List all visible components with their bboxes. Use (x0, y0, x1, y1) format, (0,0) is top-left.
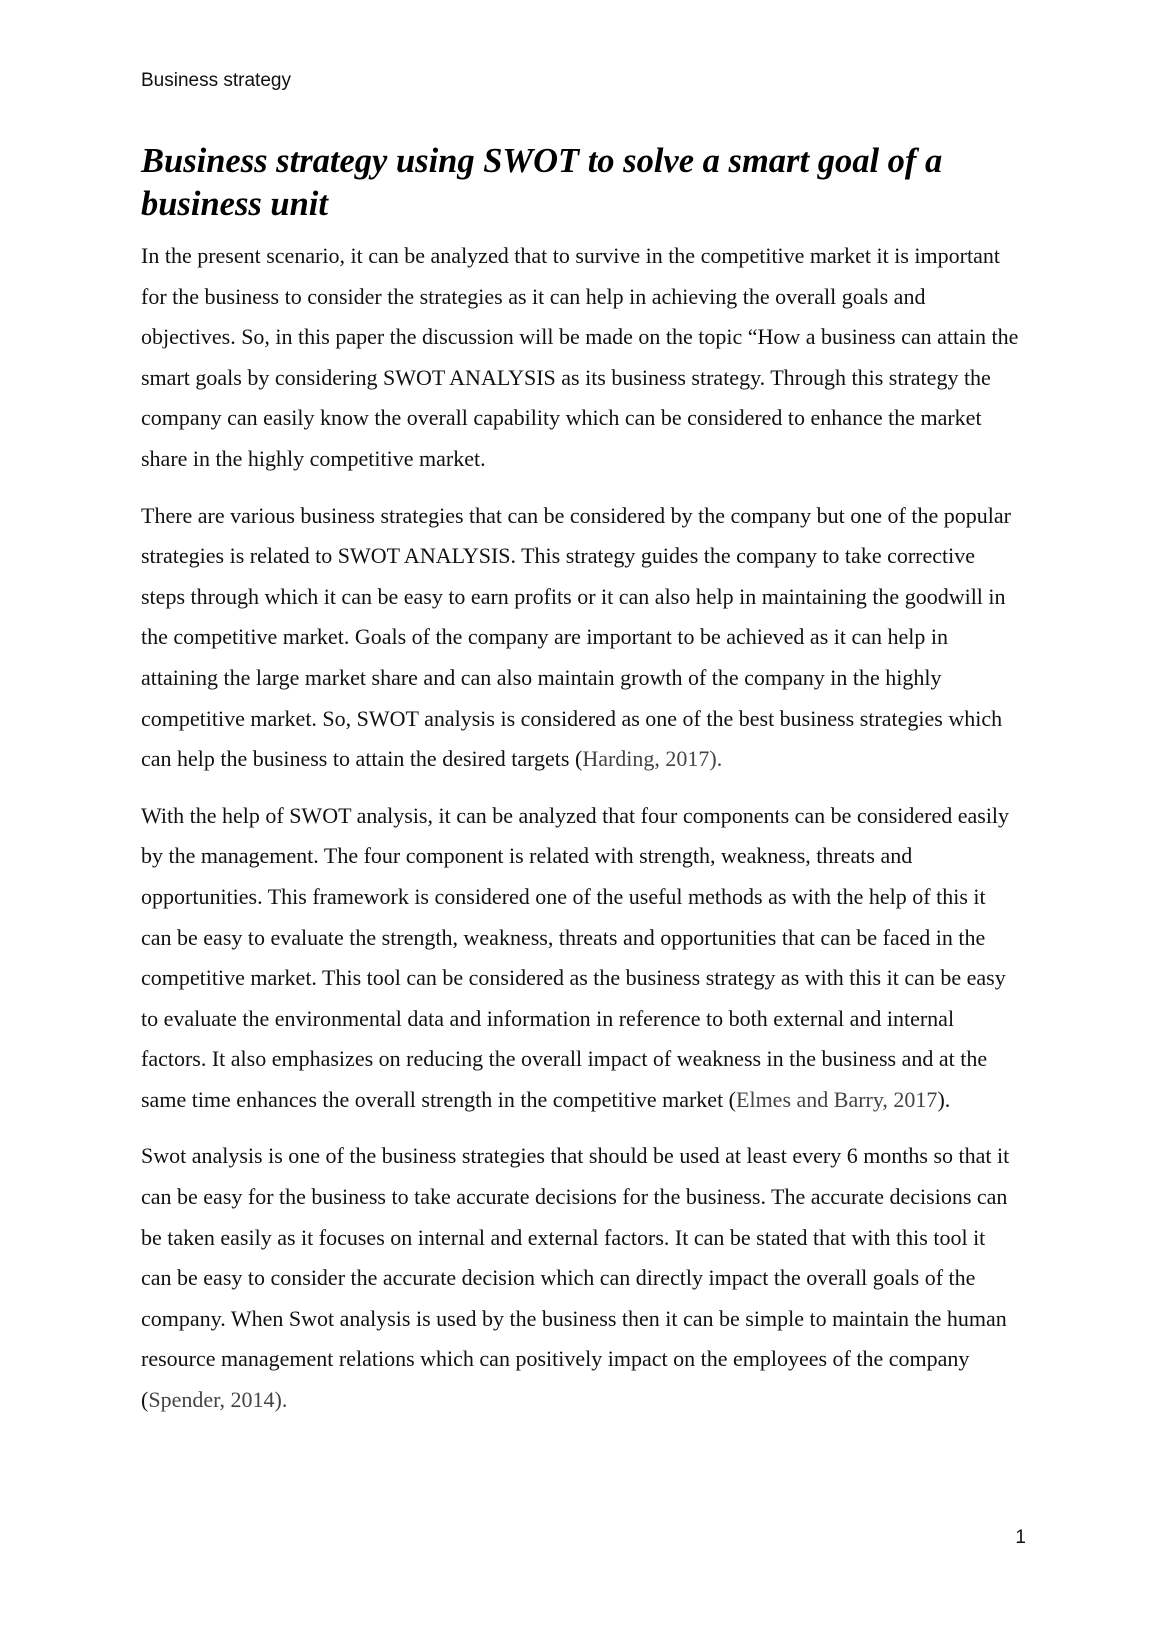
paragraph-4 (141, 1136, 1021, 1420)
citation-close: ). (937, 1086, 951, 1112)
paragraph-1-text: In the present scenario, it can be analyzed that to survive in the competitive market it is important for the business to consider the strategies as it can help in achieving the overall goals and objectives. So, in this paper the discussion will be made on the topic “How a business can attain the smart goals by considering SWOT ANALYSIS as its business strategy. Through this strategy the company can easily know the overall capability which can be considered to enhance the market share in the highly competitive market. (141, 243, 1019, 471)
paragraph-1 (141, 236, 1021, 480)
paragraph-4-text: Swot analysis is one of the business strategies that should be used at least every 6 months so that it can be easy for the business to take accurate decisions for the business. The accurate decisions can be taken easily as it focuses on internal and external factors. It can be stated that with this tool it can be easy to consider the accurate decision which can directly impact the overall goals of the company. When Swot analysis is used by the business then it can be simple to maintain the human resource management relations which can positively impact on the employees of the company ( (141, 1143, 1010, 1413)
page-number: 1 (1015, 1527, 1026, 1548)
paragraph-2-text: There are various business strategies that can be considered by the company but one of the popular strategies is related to SWOT ANALYSIS. This strategy guides the company to take corrective steps through which it can be easy to earn profits or it can also help in maintaining the goodwill in the competitive market. Goals of the company are important to be achieved as it can help in attaining the large market share and can also maintain growth of the company in the highly competitive market. So, SWOT analysis is considered as one of the best business strategies which can help the business to attain the desired targets ( (141, 502, 1011, 772)
citation-close: ). (709, 746, 723, 772)
citation-spender: Spender, 2014 (148, 1387, 275, 1413)
citation-harding: Harding, 2017 (582, 746, 710, 772)
paragraph-2 (141, 496, 1021, 780)
document-title: Business strategy using SWOT to solve a smart goal of a business unit (141, 142, 943, 223)
running-header: Business strategy (141, 70, 291, 91)
paragraph-3-text: With the help of SWOT analysis, it can be analyzed that four components can be considered easily by the management. The four component is related with strength, weakness, threats and opportunities. This framework is considered one of the useful methods as with the help of this it can be easy to evaluate the strength, weakness, threats and opportunities that can be faced in the competitive market. This tool can be considered as the business strategy as with this it can be easy to evaluate the environmental data and information in reference to both external and internal factors. It also emphasizes on reducing the overall impact of weakness in the business and at the same time enhances the overall strength in the competitive market ( (141, 802, 1010, 1112)
document-body (141, 140, 1021, 1437)
citation-elmes-barry: Elmes and Barry, 2017 (736, 1086, 938, 1112)
paragraph-3 (141, 796, 1021, 1121)
citation-close: ). (274, 1387, 288, 1413)
